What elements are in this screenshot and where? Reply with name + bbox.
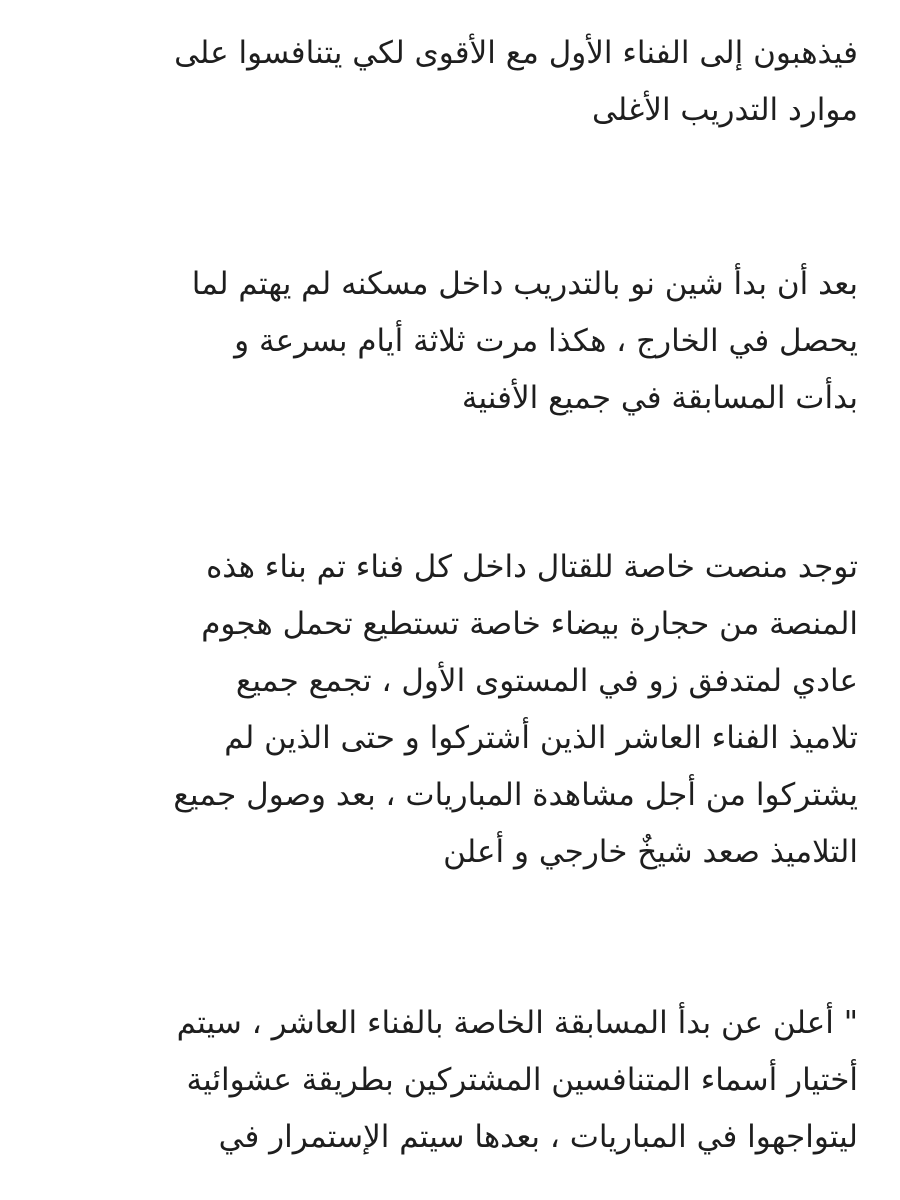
- paragraph-1: [38, 25, 858, 139]
- text-line: فيذهبون إلى الفناء الأول مع الأقوى لكي يتنافسوا على: [174, 35, 858, 71]
- paragraph-2: [38, 256, 858, 427]
- text-line: المنصة من حجارة بيضاء خاصة تستطيع تحمل هجوم: [201, 606, 858, 642]
- text-line: توجد منصت خاصة للقتال داخل كل فناء تم بناء هذه: [206, 549, 858, 585]
- paragraph-4: [38, 995, 858, 1166]
- text-line: ليتواجهوا في المباريات ، بعدها سيتم الإستمرار في: [218, 1119, 858, 1155]
- text-line: موارد التدريب الأغلى: [591, 92, 858, 128]
- text-line: يحصل في الخارج ، هكذا مرت ثلاثة أيام بسرعة و: [234, 323, 858, 359]
- paragraph-3: [38, 539, 858, 881]
- text-line: تلاميذ الفناء العاشر الذين أشتركوا و حتى الذين لم: [224, 720, 858, 756]
- text-line: بعد أن بدأ شين نو بالتدريب داخل مسكنه لم يهتم لما: [191, 266, 858, 302]
- text-line: " أعلن عن بدأ المسابقة الخاصة بالفناء العاشر ، سيتم: [176, 1005, 858, 1041]
- text-line: عادي لمتدفق زو في المستوى الأول ، تجمع جميع: [235, 663, 858, 699]
- text-line: أختيار أسماء المتنافسين المشتركين بطريقة عشوائية: [186, 1062, 858, 1098]
- text-line: بدأت المسابقة في جميع الأفنية: [461, 380, 858, 416]
- text-line: يشتركوا من أجل مشاهدة المباريات ، بعد وصول جميع: [173, 777, 858, 813]
- text-line: التلاميذ صعد شيخٌ خارجي و أعلن: [443, 834, 858, 870]
